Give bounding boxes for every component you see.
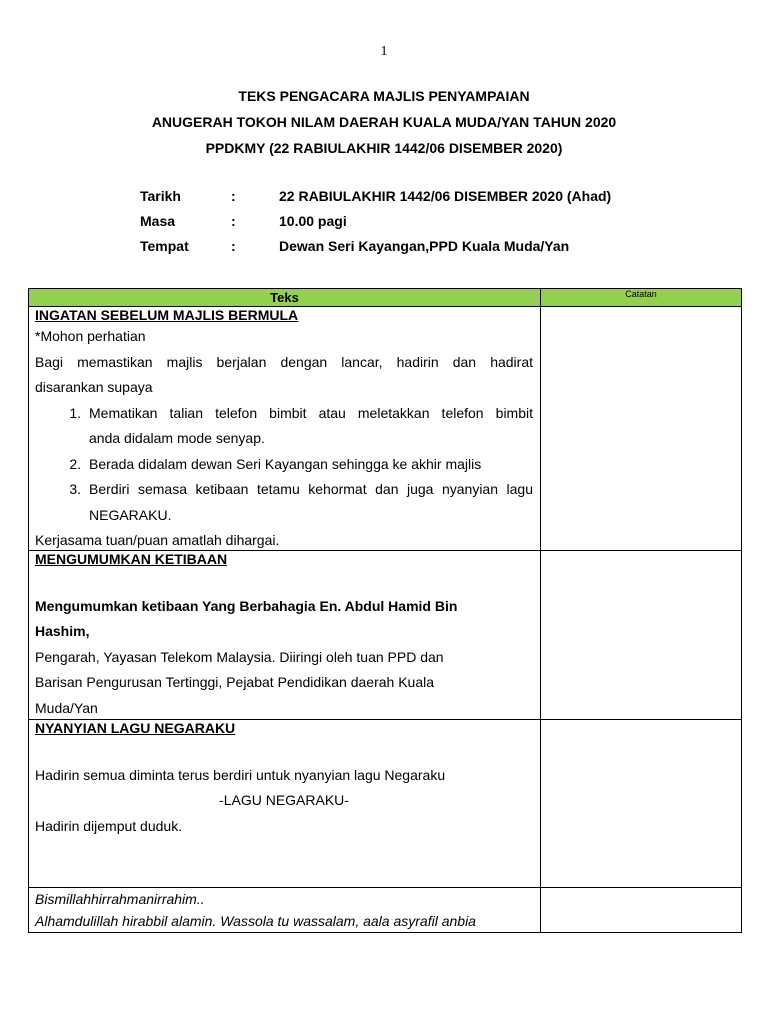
- text-line: Alhamdulillah hirabbil alamin. Wassola tu wassalam, aala asyrafil anbia: [35, 913, 476, 929]
- text-line: *Mohon perhatian: [35, 328, 146, 344]
- table-row-bismillah: [29, 888, 742, 933]
- list-item: [35, 452, 533, 478]
- list-number: 2.: [69, 455, 81, 472]
- meta-colon: :: [231, 213, 236, 229]
- table-row-ketibaan: [29, 551, 742, 720]
- text-line: Mengumumkan ketibaan Yang Berbahagia En. Abdul Hamid Bin: [35, 597, 458, 614]
- text-line: Hadirin semua diminta terus berdiri untuk nyanyian lagu Negaraku: [35, 766, 446, 783]
- list-text: anda didalam mode senyap.: [89, 430, 265, 446]
- list-continuation: [35, 503, 533, 529]
- list-item: [35, 477, 533, 503]
- section-title: NYANYIAN LAGU NEGARAKU: [35, 720, 236, 736]
- title-line-2: ANUGERAH TOKOH NILAM DAERAH KUALA MUDA/YAN TAHUN 2020: [151, 114, 617, 130]
- spacer: [35, 568, 533, 594]
- text-line: Hashim,: [35, 623, 90, 639]
- section-title: MENGUMUMKAN KETIBAAN: [35, 551, 228, 567]
- text-line: Muda/Yan: [35, 699, 98, 716]
- meta-label: Tarikh: [140, 188, 181, 204]
- text-line: disarankan supaya: [35, 379, 153, 395]
- meta-value: Dewan Seri Kayangan,PPD Kuala Muda/Yan: [279, 238, 570, 254]
- catatan-cell: [541, 720, 742, 888]
- teks-cell: [29, 551, 541, 720]
- list-text: NEGARAKU.: [89, 506, 172, 523]
- meta-row-tarikh: [140, 186, 611, 211]
- table-row-negaraku: [29, 720, 742, 888]
- teks-cell: [29, 888, 541, 933]
- meta-row-masa: [140, 211, 611, 236]
- list-number: 3.: [69, 481, 81, 497]
- meta-value: 10.00 pagi: [279, 213, 347, 229]
- page-number: 1: [380, 44, 388, 59]
- spacer: [35, 737, 533, 763]
- text-line: Hadirin dijemput duduk.: [35, 817, 183, 834]
- teks-cell: [29, 307, 541, 551]
- table-row-ingatan: [29, 307, 742, 551]
- text-line: Bismillahhirrahmanirrahim..: [35, 891, 205, 907]
- document-title: [0, 86, 768, 164]
- list-text: Berdiri semasa ketibaan tetamu kehormat dan juga nyanyian lagu: [89, 481, 533, 497]
- title-line-3: PPDKMY (22 RABIULAKHIR 1442/06 DISEMBER 2020): [205, 140, 563, 156]
- header-teks: Teks: [29, 289, 541, 307]
- text-line: -LAGU NEGARAKU-: [219, 792, 349, 808]
- text-line: Bagi memastikan majlis berjalan dengan lancar, hadirin dan hadirat: [35, 353, 533, 370]
- list-text: Berada didalam dewan Seri Kayangan sehingga ke akhir majlis: [89, 455, 482, 472]
- catatan-cell: [541, 551, 742, 720]
- list-number: 1.: [69, 404, 81, 421]
- list-text: Mematikan talian telefon bimbit atau meletakkan telefon bimbit: [89, 404, 533, 421]
- section-title: INGATAN SEBELUM MAJLIS BERMULA: [35, 307, 299, 323]
- meta-colon: :: [231, 238, 236, 254]
- text-line: Kerjasama tuan/puan amatlah dihargai.: [35, 532, 280, 548]
- title-line-1: TEKS PENGACARA MAJLIS PENYAMPAIAN: [238, 88, 530, 104]
- meta-row-tempat: [140, 236, 611, 261]
- list-item: [35, 401, 533, 427]
- header-catatan: Catatan: [541, 289, 742, 307]
- list-continuation: [35, 426, 533, 452]
- text-line: Pengarah, Yayasan Telekom Malaysia. Diiringi oleh tuan PPD dan: [35, 648, 444, 665]
- text-line: Barisan Pengurusan Tertinggi, Pejabat Pendidikan daerah Kuala: [35, 674, 435, 690]
- meta-value: 22 RABIULAKHIR 1442/06 DISEMBER 2020 (Ahad): [279, 188, 612, 204]
- catatan-cell: [541, 307, 742, 551]
- meta-label: Tempat: [140, 238, 189, 254]
- table-header-row: [29, 289, 742, 307]
- script-table: [28, 288, 742, 933]
- teks-cell: [29, 720, 541, 888]
- catatan-cell: [541, 888, 742, 933]
- meta-label: Masa: [140, 213, 176, 229]
- event-details: [140, 186, 611, 261]
- meta-colon: :: [231, 188, 236, 204]
